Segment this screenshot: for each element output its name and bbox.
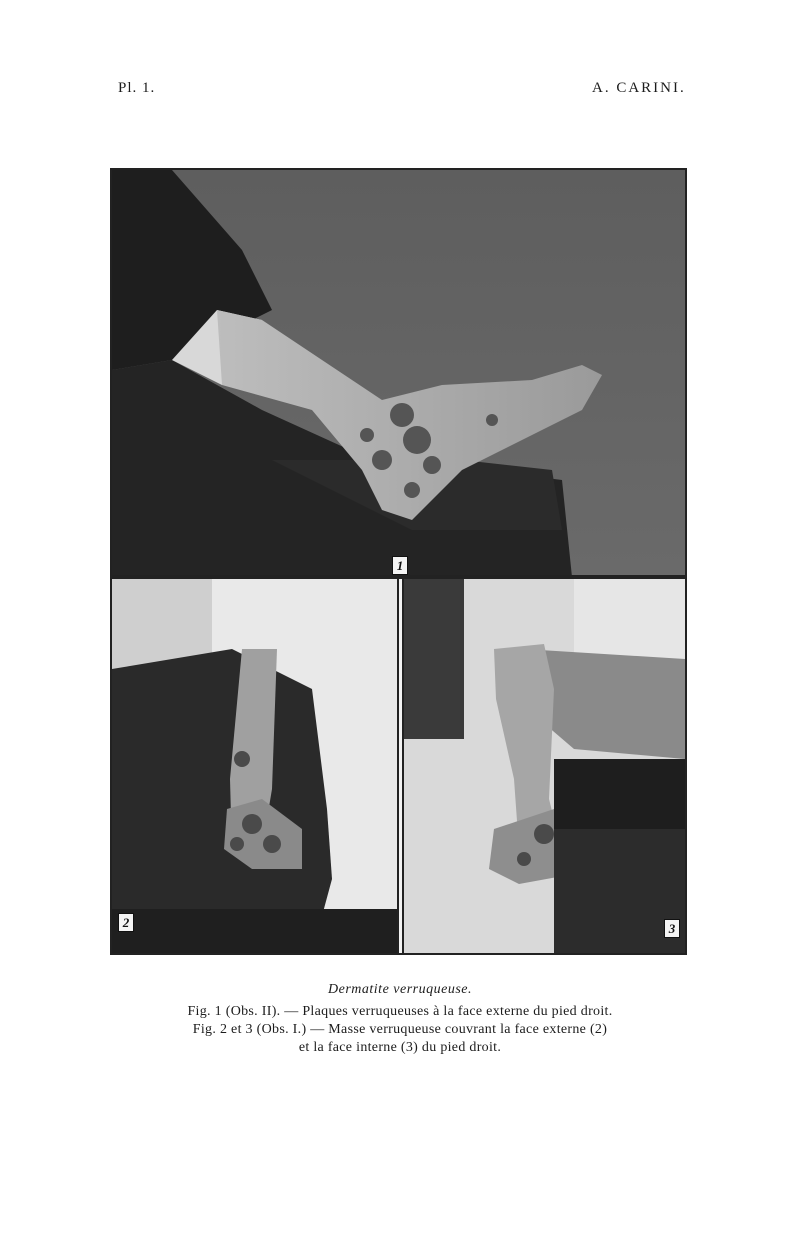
vertical-divider — [397, 579, 404, 953]
figure-2-photo — [112, 579, 397, 953]
caption-title: Dermatite verruqueuse. — [328, 982, 472, 997]
figure-1-number: 1 — [392, 556, 408, 575]
caption-line-1: Fig. 1 (Obs. II). — Plaques verruqueuses à la face externe du pied droit. — [187, 1004, 613, 1019]
figure-1-photo — [112, 170, 685, 577]
author-name: A. CARINI. — [592, 80, 686, 96]
caption-line-3: et la face interne (3) du pied droit. — [298, 1040, 502, 1055]
figure-3-number: 3 — [664, 919, 680, 938]
caption-line-2: Fig. 2 et 3 (Obs. I.) — Masse verruqueuse couvrant la face externe (2) — [192, 1022, 608, 1037]
plate-label: Pl. 1. — [118, 80, 156, 96]
figure-2-number: 2 — [118, 913, 134, 932]
figure-3-photo — [404, 579, 685, 953]
photo-plate — [110, 168, 687, 955]
